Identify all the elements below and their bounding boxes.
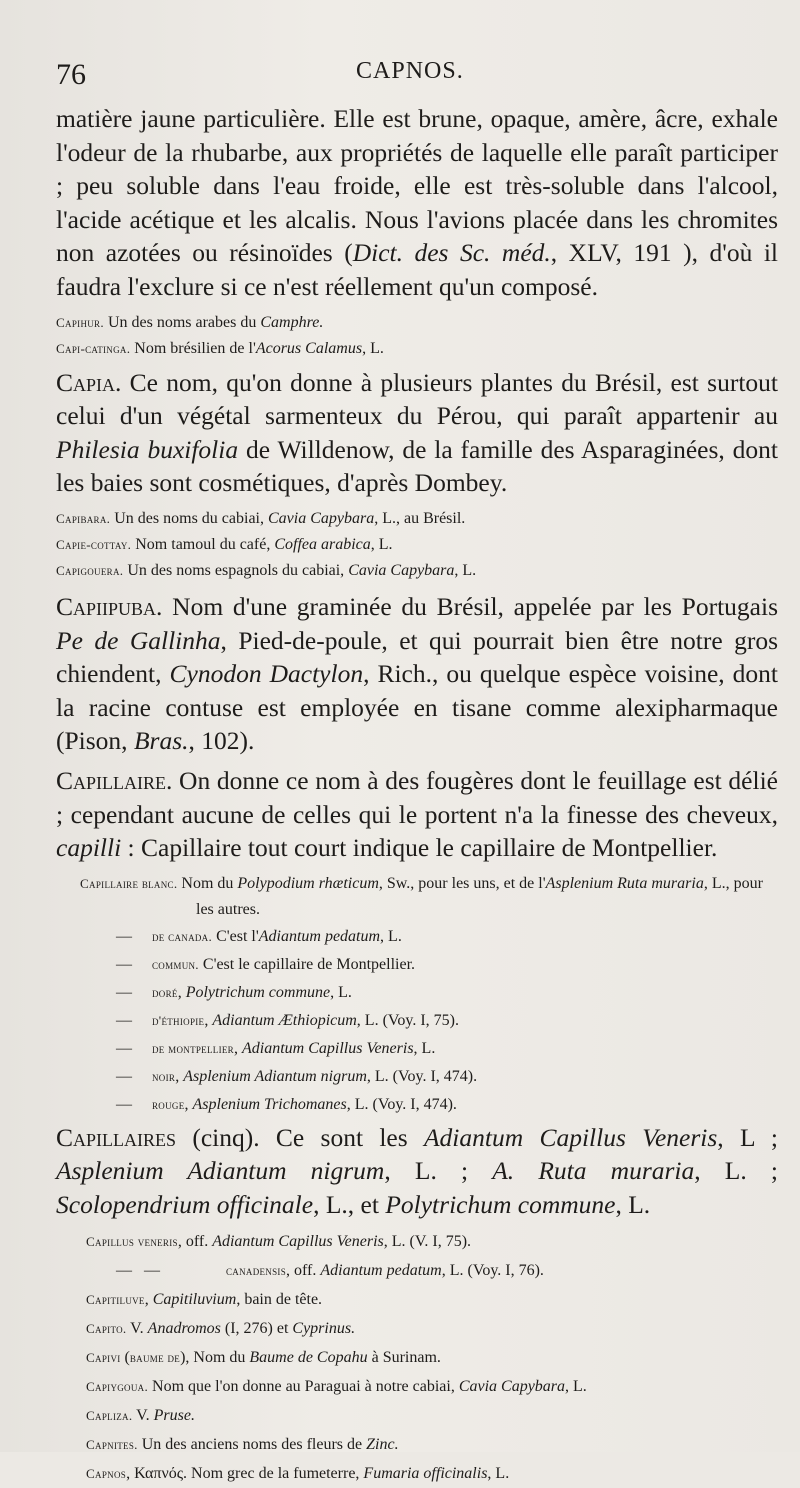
entry-text: à Surinam. [367, 1349, 441, 1367]
entry-text: , L. [615, 1189, 651, 1219]
entry-text: , bain de tête. [236, 1291, 323, 1309]
entry-text: , L. (V. I, 75). [383, 1233, 472, 1251]
headword: Capnites. [86, 1437, 138, 1453]
headword: Capliza. [86, 1408, 133, 1424]
headword: Capigouera. [56, 562, 124, 578]
entry-text: , L. [380, 927, 402, 945]
headword: Capnos [86, 1466, 127, 1482]
dash: — [116, 927, 132, 945]
entry-text: , L. [487, 1465, 510, 1483]
entry-capigouera [56, 558, 778, 584]
headword: Capivi [86, 1350, 121, 1366]
headword: Capia. [56, 367, 122, 397]
dash: — [116, 1011, 132, 1029]
entry-text: , Sw., pour les uns, et de l' [378, 874, 546, 892]
reference: Dict. des Sc. méd. [352, 238, 551, 268]
latin-name: Baume de Copahu [249, 1349, 368, 1367]
entry-capillus-veneris [86, 1227, 778, 1256]
entry-text: C'est le capillaire de Montpellier. [198, 955, 416, 973]
entry-text: : Capillaire tout court indique le capillaire de Montpellier. [121, 833, 718, 863]
dash: — [116, 1067, 132, 1085]
entry-text: , L. (Voy. I, 474). [346, 1095, 457, 1113]
entry-capillaire-blanc [56, 871, 778, 923]
latin-name: Coffea arabica [274, 535, 371, 553]
dash: — [116, 1039, 132, 1057]
entry-text: , [144, 1291, 153, 1309]
body-text: , XLV, 191 ), d'où il faudra l'exclure si ce n'est réellement qu'un composé. [56, 238, 778, 301]
entry-text: de Willdenow, de la famille des Asparaginées, dont les baies sont cosmétiques, d'après Dombey. [56, 434, 778, 498]
latin-name: Adiantum pedatum [320, 1262, 442, 1280]
latin-name: Polypodium rhæticum [237, 874, 379, 892]
headword: Capitiluve [86, 1292, 145, 1308]
headword: Capillaires [56, 1122, 177, 1152]
entry-text: , off. [177, 1233, 213, 1251]
entry-text: , [177, 983, 186, 1001]
entry-text: , L. [362, 339, 384, 357]
headword: noir [152, 1068, 176, 1084]
final-entries [86, 1227, 778, 1488]
dash: — [116, 955, 132, 973]
entry-capitiluve [86, 1285, 778, 1314]
entry-text: baume de [129, 1350, 181, 1366]
entry-text: ), Nom du [180, 1349, 250, 1367]
sub-entry [56, 1063, 778, 1091]
latin-name: Adiantum pedatum [258, 927, 381, 945]
entry-text: Un des noms espagnols du cabiai, [123, 561, 349, 579]
entry-text: Nom que l'on donne au Paraguai à notre cabiai, [148, 1378, 459, 1396]
entry-capnites [86, 1430, 778, 1459]
entry-text: Un des noms arabes du [103, 313, 261, 331]
latin-name: Cavia Capybara [458, 1378, 566, 1396]
sub-entry [56, 979, 778, 1007]
sub-entry [56, 951, 778, 979]
entry-text: Un des anciens noms des fleurs de [137, 1436, 367, 1454]
latin-name: Asplenium Ruta muraria [545, 874, 704, 892]
latin-name: Pe de Gallinha [56, 625, 221, 655]
headword: commun. [152, 956, 199, 972]
reference: Bras. [133, 726, 189, 756]
headword: doré [152, 984, 178, 1000]
entry-capliza [86, 1401, 778, 1430]
latin-name: Zinc. [366, 1436, 399, 1454]
entry-text: , Pied-de-poule, et qui pourrait bien être notre gros chiendent, [56, 625, 778, 689]
headword: Capillaire. [56, 765, 173, 795]
headword: Capito. [86, 1321, 127, 1337]
latin-name: Asplenium Adiantum nigrum [56, 1156, 385, 1186]
entry-text: On donne ce nom à des fougères dont le feuillage est délié ; cependant aucune de celles qui le portent n'a la finesse des cheveux, [56, 765, 778, 829]
latin-name: Cavia Capybara [348, 561, 455, 579]
entry-text: ( [120, 1349, 130, 1367]
latin-name: Adiantum Capillus Veneris [423, 1122, 718, 1152]
entry-text: , L. ; [694, 1156, 778, 1186]
latin-name: A. Ruta muraria [492, 1156, 695, 1186]
entry-capie-cottay [56, 532, 778, 558]
entry-text: (cinq). Ce sont les [176, 1122, 424, 1152]
entry-text: (I, 276) et [220, 1320, 293, 1338]
entry-text: , Rich., ou quelque espèce voisine, dont la racine contuse est employée en tisane comme alexipharmaque (Pison, [56, 659, 778, 756]
entry-capillus-canadensis [86, 1256, 778, 1285]
entry-text: , [233, 1039, 242, 1057]
latin-name: Asplenium Adiantum nigrum [183, 1067, 367, 1085]
page-number: 76 [56, 58, 86, 91]
latin-name: Adiantum Capillus Veneris [241, 1039, 414, 1057]
entry-text: Nom brésilien de l' [130, 339, 256, 357]
entry-capnos [86, 1459, 778, 1488]
page-header [56, 58, 778, 102]
headword: Capie-cottay. [56, 536, 132, 552]
latin-name: Philesia buxifolia [56, 434, 239, 464]
entry-text: Un des noms du cabiai, [110, 509, 268, 527]
entry-text: , L., au Brésil. [374, 509, 466, 527]
headword: rouge [152, 1096, 185, 1112]
latin-name: Capitiluvium [152, 1291, 237, 1309]
sub-entry [56, 1007, 778, 1035]
dash: — [116, 1095, 132, 1113]
headword: Capiipuba. [56, 591, 163, 621]
entry-capivi [86, 1343, 778, 1372]
entry-text: C'est l' [212, 927, 259, 945]
latin-name: Polytrichum commune [185, 983, 331, 1001]
entry-text: , [184, 1095, 193, 1113]
entry-continuation [56, 102, 778, 304]
entry-text: , off. [286, 1262, 321, 1280]
latin-name: Scolopendrium officinale [56, 1189, 314, 1219]
headword: Capihur. [56, 314, 104, 330]
latin-name: Adiantum Capillus Veneris [212, 1233, 384, 1251]
headword: Capiygoua. [86, 1379, 149, 1395]
headword: Capibara. [56, 510, 111, 526]
entry-capi-catinga [56, 336, 778, 362]
sub-entry [56, 1091, 778, 1119]
entry-text: , L. (Voy. I, 75). [356, 1011, 460, 1029]
entry-text: , L ; [717, 1122, 778, 1152]
entry-capihur [56, 310, 778, 336]
entry-capiipuba [56, 590, 778, 758]
headword: d'éthiopie [152, 1012, 205, 1028]
headword: de canada. [152, 928, 213, 944]
entry-text: V. [126, 1320, 148, 1338]
running-title: CAPNOS. [356, 58, 464, 84]
headword: Capillaire blanc. [80, 875, 178, 891]
dash: — — [116, 1262, 160, 1280]
latin-name: Cynodon Dactylon [169, 659, 364, 689]
latin-name: Pruse. [153, 1407, 195, 1425]
latin-name: Asplenium Trichomanes [192, 1095, 347, 1113]
latin-name: Acorus Calamus [255, 339, 363, 357]
latin-name: Anadromos [147, 1320, 221, 1338]
body-text: matière jaune particulière. Elle est brune, opaque, amère, âcre, exhale l'odeur de la rhubarbe, aux propriétés de laquelle elle paraît participer ; peu soluble dans l'eau froide, elle est très-soluble dans l'alcool, l'acide acétique et les alcalis. Nous l'avions placée dans les chromites non azotées ou résinoïdes ( [56, 104, 778, 268]
capillaire-sub-entries [56, 923, 778, 1119]
latin-name: capilli [56, 833, 122, 863]
entry-text: Nom d'une graminée du Brésil, appelée par les Portugais [162, 591, 778, 621]
entry-text: , L. [454, 561, 477, 579]
entry-text: , L. [330, 983, 352, 1001]
entry-text: , L. (Voy. I, 76). [441, 1262, 544, 1280]
headword: Capi-catinga. [56, 340, 131, 356]
latin-name: Cavia Capybara [267, 509, 375, 527]
entry-text: V. [132, 1407, 154, 1425]
headword: de montpellier [152, 1040, 234, 1056]
entry-text: Ce nom, qu'on donne à plusieurs plantes du Brésil, est surtout celui d'un végétal sarmenteux du Pérou, qui paraît appartenir au [56, 367, 778, 431]
sub-entry [56, 1035, 778, 1063]
headword: canadensis [226, 1263, 287, 1279]
entry-text: , L., pour les autres. [196, 874, 763, 918]
entry-text: , Καπνός. Nom grec de la fumeterre, [126, 1465, 364, 1483]
entry-text: , [204, 1011, 213, 1029]
entry-capillaire [56, 764, 778, 865]
latin-name: Cyprinus. [292, 1320, 356, 1338]
entry-text: , [175, 1067, 184, 1085]
entry-capito [86, 1314, 778, 1343]
sub-entry [56, 923, 778, 951]
entry-capiygoua [86, 1372, 778, 1401]
latin-name: Adiantum Æthiopicum [212, 1011, 357, 1029]
entry-capibara [56, 506, 778, 532]
entry-text: , L. [565, 1378, 587, 1396]
entry-text: Nom du [177, 874, 238, 892]
entry-text: , L., et [313, 1189, 386, 1219]
latin-name: Polytrichum commune [385, 1189, 616, 1219]
entry-text: , L. (Voy. I, 474). [366, 1067, 478, 1085]
entry-text: , L. [370, 535, 393, 553]
entry-text: , 102). [188, 726, 255, 756]
entry-capia [56, 366, 778, 500]
entry-text: Nom tamoul du café, [131, 535, 275, 553]
entry-capillaires [56, 1121, 778, 1222]
latin-name: Camphre. [260, 313, 324, 331]
entry-text: , L. [413, 1039, 436, 1057]
dash: — [116, 983, 132, 1001]
entry-text: , L. ; [384, 1156, 493, 1186]
latin-name: Fumaria officinalis [363, 1465, 488, 1483]
headword: Capillus veneris [86, 1234, 178, 1250]
